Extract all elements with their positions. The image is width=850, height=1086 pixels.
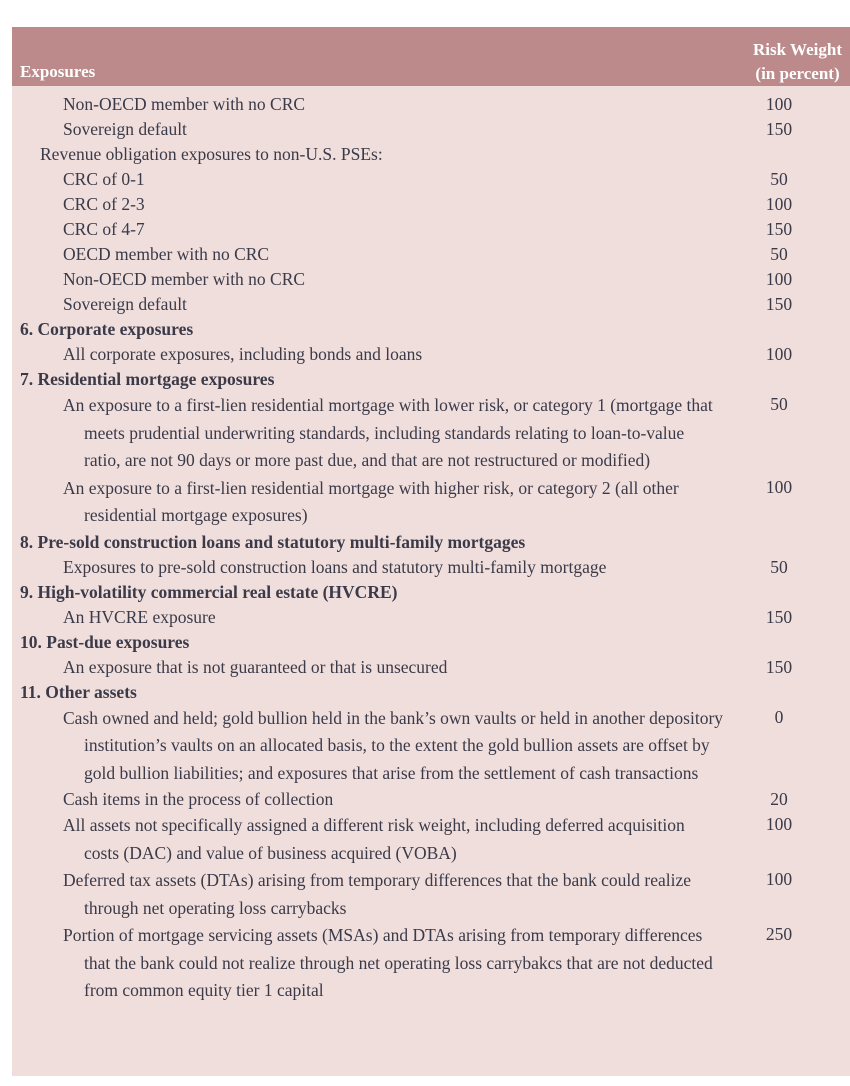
risk-weight-value: 50 [770, 394, 788, 414]
section-heading: 8. Pre-sold construction loans and statutory multi-family mortgages [20, 531, 526, 552]
table-row [12, 242, 850, 267]
risk-weight-header-line2: (in percent) [755, 64, 840, 83]
risk-weight-value: 100 [765, 344, 793, 364]
risk-weight-value: 150 [765, 656, 793, 677]
table-row [12, 167, 850, 192]
risk-weight-value: 100 [765, 814, 793, 834]
risk-weight-value: 100 [765, 269, 793, 289]
table-header [12, 27, 850, 86]
exposures-column-header: Exposures [20, 62, 96, 81]
exposure-label: Deferred tax assets (DTAs) arising from temporary differences that the bank could realize through net operating loss carrybacks [63, 870, 692, 918]
risk-weight-value: 150 [765, 219, 793, 239]
table-row [12, 605, 850, 630]
exposure-label: Exposures to pre-sold construction loans and statutory multi-family mortgage [63, 556, 607, 577]
exposure-label: CRC of 2-3 [63, 194, 145, 214]
exposure-label: Cash items in the process of collection [63, 789, 334, 809]
table-row [12, 267, 850, 292]
risk-weight-value: 100 [765, 194, 793, 214]
section-heading: 9. High-volatility commercial real estate (HVCRE) [20, 581, 398, 602]
exposure-label: Sovereign default [63, 119, 187, 139]
risk-weight-value: 100 [765, 476, 793, 497]
table-row [12, 787, 850, 812]
exposure-label: CRC of 0-1 [63, 169, 145, 189]
exposure-label: All assets not specifically assigned a different risk weight, including deferred acquisition costs (DAC) and value of business acquired (VOBA) [63, 815, 685, 863]
exposure-label: OECD member with no CRC [63, 244, 270, 264]
risk-weight-value: 150 [765, 606, 793, 627]
table-row [12, 142, 850, 167]
table-row [12, 812, 850, 867]
section-heading-row [12, 367, 850, 392]
exposure-label: An exposure to a first-lien residential mortgage with lower risk, or category 1 (mortgage that meets prudential underwriting standards, including standards relating to loan-to-value ratio, are not 90 days or more past due, and that are not restructured or modified) [63, 395, 713, 470]
exposure-label: An exposure to a first-lien residential mortgage with higher risk, or category 2 (all other residential mortgage exposures) [63, 477, 679, 525]
exposure-label: Sovereign default [63, 294, 187, 314]
table-row [12, 192, 850, 217]
table-row [12, 217, 850, 242]
exposure-label: CRC of 4-7 [63, 219, 145, 239]
section-heading-row [12, 530, 850, 555]
risk-weight-value: 100 [765, 94, 793, 114]
table-body [12, 92, 850, 1005]
risk-weight-value: 150 [765, 119, 793, 139]
risk-weight-value: 150 [765, 294, 793, 314]
section-heading: 6. Corporate exposures [20, 319, 194, 339]
section-heading: 10. Past-due exposures [20, 631, 190, 652]
exposure-label: An exposure that is not guaranteed or that is unsecured [63, 656, 448, 677]
section-heading: 7. Residential mortgage exposures [20, 369, 275, 389]
risk-weight-column-header [753, 38, 842, 86]
table-row [12, 655, 850, 680]
section-heading-row [12, 680, 850, 705]
exposure-label: All corporate exposures, including bonds and loans [63, 344, 423, 364]
table-row [12, 922, 850, 1005]
table-row [12, 342, 850, 367]
risk-weight-value: 250 [765, 924, 793, 944]
section-heading-row [12, 317, 850, 342]
risk-weight-value: 50 [770, 244, 788, 264]
risk-weight-value: 50 [770, 169, 788, 189]
section-heading-row [12, 580, 850, 605]
exposure-label: An HVCRE exposure [63, 606, 216, 627]
exposure-label: Revenue obligation exposures to non-U.S. PSEs: [40, 144, 383, 164]
section-heading: 11. Other assets [20, 681, 137, 702]
table-row [12, 705, 850, 788]
risk-weight-table [12, 27, 850, 1076]
table-row [12, 92, 850, 117]
table-row [12, 292, 850, 317]
table-row [12, 392, 850, 475]
table-row [12, 475, 850, 530]
risk-weight-value: 100 [765, 869, 793, 889]
exposure-label: Non-OECD member with no CRC [63, 94, 306, 114]
risk-weight-header-line1: Risk Weight [753, 40, 842, 59]
exposure-label: Portion of mortgage servicing assets (MSAs) and DTAs arising from temporary differences that the bank could not realize through net operating loss carrybakcs that are not deducted from common equity tier 1 capital [63, 925, 713, 1000]
risk-weight-value: 50 [770, 556, 788, 577]
table-row [12, 117, 850, 142]
table-row [12, 555, 850, 580]
exposure-label: Non-OECD member with no CRC [63, 269, 306, 289]
risk-weight-value: 20 [770, 789, 788, 809]
risk-weight-value: 0 [774, 706, 784, 727]
section-heading-row [12, 630, 850, 655]
table-row [12, 867, 850, 922]
exposure-label: Cash owned and held; gold bullion held in the bank’s own vaults or held in another depository institution’s vaults on an allocated basis, to the extent the gold bullion assets are offset by gold bullion liabilities; and exposures that arise from the settlement of cash transactions [63, 707, 724, 783]
